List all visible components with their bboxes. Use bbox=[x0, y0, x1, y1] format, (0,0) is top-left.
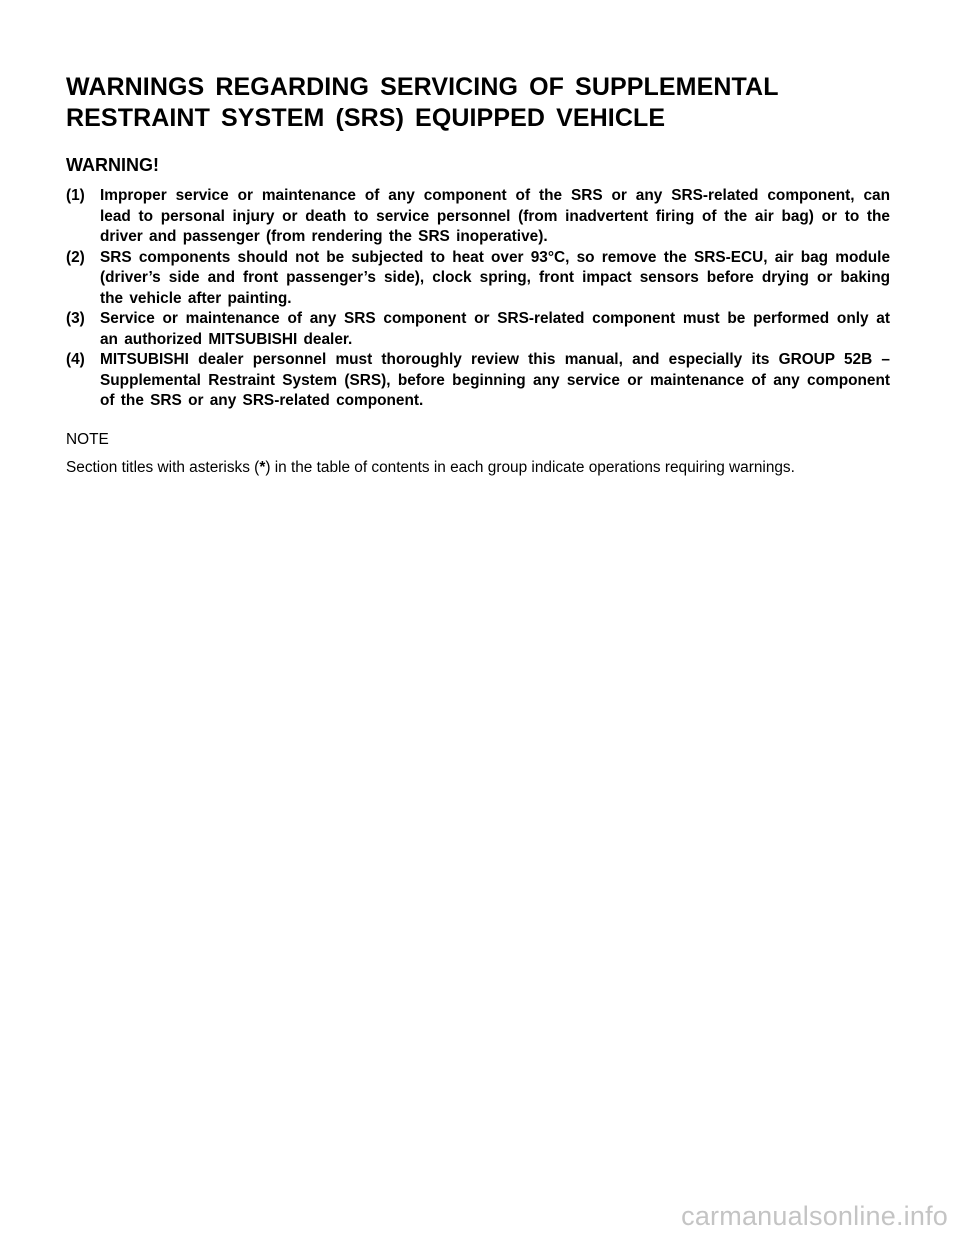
warning-list bbox=[66, 186, 890, 412]
page-title-line-1: WARNINGS REGARDING SERVICING OF SUPPLEMENTAL bbox=[66, 73, 779, 101]
warning-item-1 bbox=[66, 186, 890, 248]
document-page bbox=[66, 72, 890, 478]
warning-number: (4) bbox=[66, 351, 85, 368]
warning-text: Service or maintenance of any SRS component or SRS-related component must be performed only at an authorized MITSUBISHI dealer. bbox=[100, 310, 890, 348]
warning-number: (2) bbox=[66, 248, 85, 266]
warning-number: (1) bbox=[66, 187, 85, 204]
warning-number: (3) bbox=[66, 310, 85, 327]
page-title-line-2: RESTRAINT SYSTEM (SRS) EQUIPPED VEHICLE bbox=[66, 104, 666, 132]
warning-text: SRS components should not be subjected to heat over 93°C, so remove the SRS-ECU, air bag module (driver’s side and front passenger’s side), clock spring, front impact sensors before drying or baking the vehicle after painting. bbox=[100, 248, 890, 307]
warning-item-3 bbox=[66, 309, 890, 350]
watermark-link[interactable]: carmanualsonline.info bbox=[681, 1201, 948, 1231]
note-heading: NOTE bbox=[66, 430, 109, 448]
warning-heading: WARNING! bbox=[66, 155, 159, 175]
page-title bbox=[66, 72, 890, 134]
warning-item-2 bbox=[66, 248, 890, 310]
note-text-before: Section titles with asterisks ( bbox=[66, 458, 260, 476]
note-text bbox=[66, 458, 890, 478]
warning-text: MITSUBISHI dealer personnel must thoroughly review this manual, and especially its GROUP 52B – Supplemental Restraint System (SRS), before beginning any service or maintenance of any component of the SRS or any SRS-related component. bbox=[100, 351, 890, 409]
note-asterisk: * bbox=[259, 458, 266, 476]
warning-item-4 bbox=[66, 350, 890, 412]
note-text-after: ) in the table of contents in each group indicate operations requiring warnings. bbox=[265, 458, 795, 476]
warning-text: Improper service or maintenance of any component of the SRS or any SRS-related component, can lead to personal injury or death to service personnel (from inadvertent firing of the air bag) or to the driver and passenger (from rendering the SRS inoperative). bbox=[100, 187, 890, 245]
